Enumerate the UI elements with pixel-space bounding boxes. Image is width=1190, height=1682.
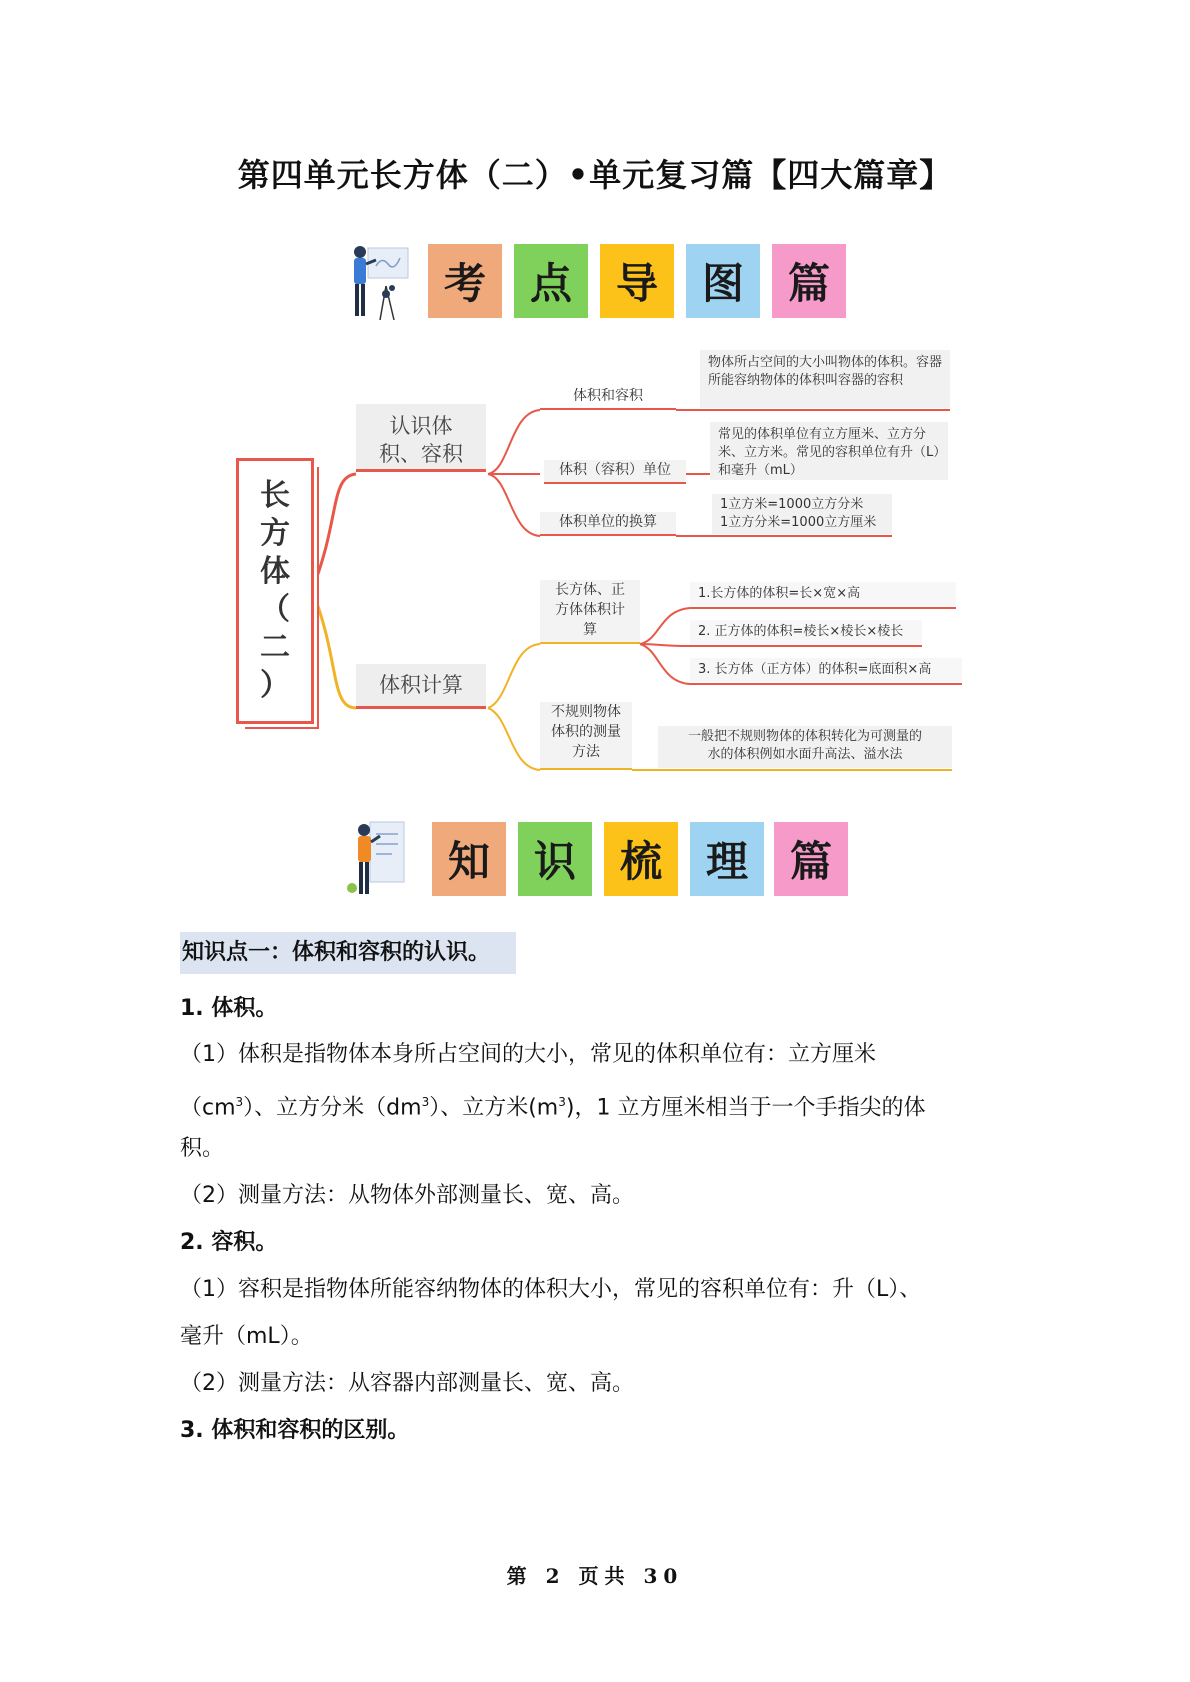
mind-map-item-volume-capacity: 体积和容积 (540, 386, 676, 410)
tile-shi: 识 (518, 822, 592, 896)
section-heading-volume: 1. 体积。 (180, 996, 278, 1021)
mind-map-item-calc: 长方体、正 方体体积计 算 (540, 580, 640, 644)
tile-zhi: 知 (432, 822, 506, 896)
paragraph-volume-def: （1）体积是指物体本身所占空间的大小，常见的体积单位有：立方厘米 (180, 1042, 876, 1067)
tile-kao: 考 (428, 244, 502, 318)
paragraph-capacity-units: 毫升（mL）。 (180, 1324, 313, 1349)
paragraph-volume-end: 积。 (180, 1136, 225, 1161)
mind-map (0, 0, 1190, 800)
mind-map-root: 长 方 体 （ 二 ） (236, 458, 314, 724)
tile-dian: 点 (514, 244, 588, 318)
presenter-at-screen-icon (346, 818, 414, 900)
paragraph-capacity-def: （1）容积是指物体所能容纳物体的体积大小，常见的容积单位有：升（L）、 (180, 1277, 922, 1302)
paragraph-volume-units: $(cm^3)$、立方分米$(dm^3)$、立方米$(m^3)$，1 立方厘米相当于一个手指尖的体 (180, 1095, 926, 1121)
page-footer: 第 2 页共 30 (506, 1564, 684, 1588)
tile-tu: 图 (686, 244, 760, 318)
knowledge-point-heading: 知识点一：体积和容积的认识。 (180, 932, 516, 974)
tile-pian-2: 篇 (774, 822, 848, 896)
section-heading-difference: 3. 体积和容积的区别。 (180, 1418, 410, 1443)
mind-map-note-irregular: 一般把不规则物体的体积转化为可测量的 水的体积例如水面升高法、溢水法 (658, 726, 952, 768)
mind-map-note-units: 常见的体积单位有立方厘米、立方分米、立方米。常见的容积单位有升（L）和毫升（mL） (710, 422, 948, 480)
mind-map-note-cuboid-formula: 1.长方体的体积=长×宽×高 (690, 582, 956, 606)
tile-shu: 梳 (604, 822, 678, 896)
tile-dao: 导 (600, 244, 674, 318)
paragraph-volume-measure: （2）测量方法：从物体外部测量长、宽、高。 (180, 1183, 634, 1208)
mind-map-note-volume-capacity: 物体所占空间的大小叫物体的体积。容器所能容纳物体的体积叫容器的容积 (700, 350, 950, 408)
mind-map-note-conversion: 1立方米=1000立方分米 1立方分米=1000立方厘米 (712, 494, 892, 534)
mind-map-item-units: 体积（容积）单位 (544, 460, 686, 484)
paragraph-capacity-measure: （2）测量方法：从容器内部测量长、宽、高。 (180, 1371, 634, 1396)
mind-map-branch-recognize: 认识体 积、容积 (356, 404, 486, 472)
section-heading-capacity: 2. 容积。 (180, 1230, 278, 1255)
mind-map-note-cube-formula: 2. 正方体的体积=棱长×棱长×棱长 (690, 620, 922, 644)
mind-map-note-base-formula: 3. 长方体（正方体）的体积=底面积×高 (690, 658, 962, 682)
mind-map-item-irregular: 不规则物体 体积的测量 方法 (540, 702, 632, 770)
banner-zhishi (346, 818, 846, 900)
mind-map-branch-calc: 体积计算 (356, 664, 486, 709)
tile-li: 理 (690, 822, 764, 896)
mind-map-item-conversion: 体积单位的换算 (540, 512, 676, 536)
tile-pian: 篇 (772, 244, 846, 318)
page-title: 第四单元长方体（二）•单元复习篇【四大篇章】 (237, 156, 953, 194)
